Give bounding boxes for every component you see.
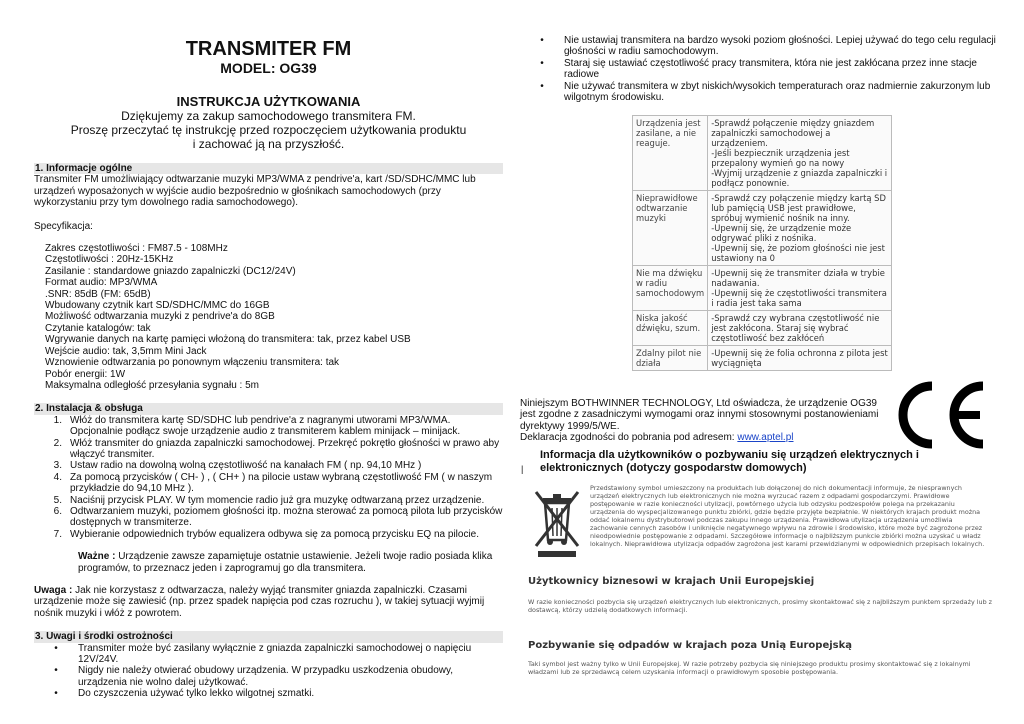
precaution-item	[520, 35, 1000, 58]
left-column	[34, 38, 503, 700]
instructions-heading: INSTRUKCJA UŻYTKOWANIA	[176, 94, 361, 109]
precaution-text: Staraj się ustawiać częstotliwość pracy transmitera, która nie jest zakłócana przez inne stacje radiowe	[564, 57, 977, 81]
precaution-item	[520, 81, 1000, 104]
spec-item: Częstotliwości : 20Hz-15KHz	[45, 254, 174, 266]
weee-outside-heading: Pozbywanie się odpadów w krajach poza Unią Europejską	[528, 640, 853, 651]
spec-item: Wbudowany czytnik kart SD/SDHC/MMC do 16GB	[45, 300, 270, 312]
step-text: Włóż do transmitera kartę SD/SDHC lub pendrive'a z nagranymi utworami MP3/WMA. Opcjonalnie podłącz swoje urządzenie audio z transmiterem kablem minijack – minijack.	[70, 414, 461, 438]
install-step	[34, 506, 503, 529]
weee-business-text: W razie konieczności pozbycia się urządzeń elektrycznych lub elektronicznych, prosimy skontaktować się z najbliższym punktem sprzedaży lub z dostawcą, którzy udzielą dodatkowych informacji.	[528, 598, 993, 614]
step-number: 7.	[53, 528, 62, 540]
bullet-glyph: •	[54, 642, 58, 654]
troubleshooting-row	[633, 116, 892, 191]
problem-cell: Nie ma dźwięku w radiu samochodowym	[633, 266, 708, 311]
precaution-item	[520, 58, 1000, 81]
precaution-text: Do czyszczenia używać tylko lekko wilgotnej szmatki.	[78, 688, 315, 700]
bullet-glyph: •	[54, 688, 58, 700]
install-step	[34, 438, 503, 461]
declaration-download-label: Deklaracja zgodności do pobrania pod adresem:	[520, 432, 738, 444]
weee-section	[528, 484, 998, 720]
weee-outside-text: Taki symbol jest ważny tylko w Unii Europejskej. W razie potrzeby pozbycia się niniejszego produktu prosimy skontaktować się z lokalnymi władzami lub ze sprzedawcą celem uzyskania informacji o prawidłowym sposobie postępowania.	[528, 660, 971, 676]
spec-label: Specyfikacja:	[34, 220, 93, 232]
precaution-text: Nie ustawiaj transmitera na bardzo wysoki poziom głośności. Lepiej używać do tego celu regulacji głośności w radiu samochodowym.	[564, 35, 996, 58]
spec-item: Zakres częstotliwości : FM87.5 - 108MHz	[45, 243, 228, 255]
section-1-heading: 1. Informacje ogólne	[34, 163, 503, 174]
important-text: Urządzenie zawsze zapamiętuje ostatnie ustawienie. Jeżeli twoje radio posiada klika programów, to przeznacz jeden i zaprogramuj go dla transmitera.	[78, 551, 493, 574]
step-number: 4.	[53, 471, 62, 483]
precautions-list-left	[34, 643, 503, 700]
precautions-list-right	[520, 35, 1000, 103]
spec-list	[34, 243, 503, 391]
weee-margin-mark: |	[521, 464, 524, 474]
declaration-line-2: jest zgodne z zasadniczymi wymogami oraz innymi stosownymi postanowieniami dyrektywy 1999/5/WE.	[520, 409, 879, 432]
troubleshooting-row	[633, 266, 892, 311]
install-step	[34, 495, 503, 506]
precaution-item	[34, 643, 503, 666]
step-text: Włóż transmiter do gniazda zapalniczki samochodowej. Przekręć pokrętło głośności w prawo aby włączyć transmiter.	[70, 437, 500, 460]
precaution-item	[34, 665, 503, 688]
install-steps	[34, 415, 503, 540]
step-text: Odtwarzaniem muzyki, poziomem głośności itp. można sterować za pomocą pilota lub przycisków dostępnych w transmiterze.	[70, 505, 503, 529]
ce-mark-icon	[888, 380, 988, 450]
spec-item: Format audio: MP3/WMA	[45, 277, 158, 289]
troubleshooting-table	[632, 115, 892, 371]
step-number: 5.	[53, 494, 62, 506]
spec-item: Zasilanie : standardowe gniazdo zapalniczki (DC12/24V)	[45, 265, 296, 277]
crossed-bin-icon	[528, 484, 586, 560]
solution-cell: -Sprawdź czy połączenie między kartą SD lub pamięcią USB jest prawidłowe, spróbuj wymienić nośnik na inny. -Upewnij się, że urządzenie może odgrywać pliki z nośnika. -Upewnij się, że poziom głośności nie jest ustawiony na 0	[708, 191, 892, 266]
precaution-text: Nigdy nie należy otwierać obudowy urządzenia. W przypadku uszkodzenia obudowy, urządzenia nie wolno dalej użytkować.	[78, 665, 454, 688]
bullet-glyph: •	[540, 57, 544, 69]
problem-cell: Urządzenia jest zasilane, a nie reaguje.	[633, 116, 708, 191]
model-line: MODEL: OG39	[220, 60, 317, 76]
section-3-heading: 3. Uwagi i środki ostrożności	[34, 631, 503, 642]
spec-item: Pobór energii: 1W	[45, 368, 126, 380]
problem-cell: Zdalny pilot nie działa	[633, 346, 708, 371]
problem-cell: Nieprawidłowe odtwarzanie muzyki	[633, 191, 708, 266]
spec-item: Wgrywanie danych na kartę pamięci włożoną do transmitera: tak, przez kabel USB	[45, 334, 411, 346]
install-step	[34, 460, 503, 471]
right-column	[520, 35, 1000, 103]
spec-item: Wejście audio: tak, 3,5mm Mini Jack	[45, 345, 207, 357]
bullet-glyph: •	[540, 80, 544, 92]
weee-title: Informacja dla użytkowników o pozbywaniu się urządzeń elektrycznych i elektronicznych (dotyczy gospodarstw domowych)	[540, 449, 919, 474]
section-1-intro: Transmiter FM umożliwiający odtwarzanie muzyki MP3/WMA z pendrive'a, kart /SD/SDHC/MMC lub urządzeń wyposażonych w wyjście audio bezpośrednio w głośnikach samochodowych (przy wykorzystaniu przy tym dowolnego radia samochodowego).	[34, 174, 476, 209]
warning-label: Uwaga :	[34, 585, 73, 596]
weee-paragraph: Przedstawiony symbol umieszczony na produktach lub dołączonej do nich dokumentacji informuje, że niesprawnych urządzeń elektrycznych lub elektronicznych nie można wyrzucać razem z odpadami gospodarczymi. Prawidłowe postępowanie w razie konieczności utylizacji, powtórnego użycia lub odzysku podzespołów polega na przekazaniu urządzenia do wyspecjalizowanego punktu zbiórki, gdzie będzie przyjęte bezpłatnie. W niektórych krajach produkt można oddać lokalnemu dystrybutorowi podczas zakupu innego urządzenia. Prawidłowa utylizacja urządzenia umożliwia zachowanie cennych zasobów i uniknięcie negatywnego wpływu na zdrowie i środowisko, które może być zagrożone przez nieodpowiednie postępowanie z odpadami. Szczegółowe informacje o najbliższym punkcie zbiórki można uzyskać u władz lokalnych. Nieprawidłowa utylizacja odpadów zagrożona jest karami przewidzianymi w odpowiednich przepisach lokalnych.	[590, 484, 985, 548]
problem-cell: Niska jakość dźwięku, szum.	[633, 311, 708, 346]
spec-item: Maksymalna odległość przesyłania sygnału : 5m	[45, 379, 259, 391]
read-line-2: i zachować ją na przyszłość.	[192, 137, 345, 151]
step-text: Ustaw radio na dowolną wolną częstotliwość na kanałach FM ( np. 94,10 MHz )	[70, 460, 422, 472]
declaration-of-conformity	[520, 398, 890, 444]
step-text: Naciśnij przycisk PLAY. W tym momencie radio już gra muzykę odtwarzaną przez urządzenie.	[70, 494, 485, 506]
read-line-1: Proszę przeczytać tę instrukcję przed rozpoczęciem użytkowania produktu	[70, 123, 467, 137]
weee-business-heading: Użytkownicy biznesowi w krajach Unii Europejskiej	[528, 576, 815, 587]
solution-cell: -Sprawdź czy wybrana częstotliwość nie jest zakłócona. Staraj się wybrać częstotliwość bez zakłóceń	[708, 311, 892, 346]
important-label: Ważne :	[78, 551, 116, 563]
step-number: 1.	[53, 414, 62, 426]
declaration-line-1: Niniejszym BOTHWINNER TECHNOLOGY, Ltd oświadcza, że urządzenie OG39	[520, 398, 877, 409]
spec-item: Możliwość odtwarzania muzyki z pendrive'a do 8GB	[45, 311, 275, 323]
important-note	[34, 551, 503, 574]
solution-cell: -Sprawdź połączenie między gniazdem zapalniczki samochodowej a urządzeniem. -Jeśli bezpiecznik urządzenia jest przepalony wymień go na nowy -Wyjmij urządzenie z gniazda zapalniczki i podłącz ponownie.	[708, 116, 892, 191]
solution-cell: -Upewnij się że transmiter działa w trybie nadawania. -Upewnij się że częstotliwości transmitera i radia jest taka sama	[708, 266, 892, 311]
step-text: Za pomocą przycisków ( CH- ) , ( CH+ ) na pilocie ustaw wybraną częstotliwość FM ( w naszym przykładzie do 94,10 MHz ).	[70, 471, 493, 495]
install-step	[34, 415, 503, 438]
step-number: 6.	[53, 505, 62, 517]
step-number: 2.	[53, 437, 62, 449]
spec-item: .SNR: 85dB (FM: 65dB)	[45, 288, 151, 300]
bullet-glyph: •	[54, 665, 58, 677]
troubleshooting-row	[633, 191, 892, 266]
declaration-url-link[interactable]: www.aptel.pl	[737, 432, 794, 444]
step-text: Wybieranie odpowiednich trybów equalizera odbywa się za pomocą przycisku EQ na pilocie.	[70, 528, 480, 540]
install-step	[34, 472, 503, 495]
declaration-line-3	[520, 432, 890, 443]
warning-text: Jak nie korzystasz z odtwarzacza, należy wyjąć transmiter gniazda zapalniczki. Czasami urządzenie może się zawiesić (np. przez spadek napięcia pod czas rozruchu ), w takiej sytuacji wyjmij nośnik muzyki i włóż z powrotem.	[34, 585, 485, 619]
precaution-text: Nie używać transmitera w zbyt niskich/wysokich temperaturach oraz nadmiernie zakurzonym lub wilgotnym środowisku.	[564, 80, 991, 104]
precaution-text: Transmiter może być zasilany wyłącznie z gniazda zapalniczki samochodowej o napięciu 12V/24V.	[78, 642, 472, 666]
section-2-heading: 2. Instalacja & obsługa	[34, 403, 503, 414]
install-step	[34, 529, 503, 540]
step-number: 3.	[53, 460, 62, 472]
document-title: TRANSMITER FM	[185, 38, 352, 60]
bullet-glyph: •	[540, 35, 544, 46]
spec-item: Wznowienie odtwarzania po ponownym włączeniu transmitera: tak	[45, 357, 340, 369]
precaution-item	[34, 688, 503, 699]
thanks-line: Dziękujemy za zakup samochodowego transmitera FM.	[121, 109, 416, 123]
solution-cell: -Upewnij się że folia ochronna z pilota jest wyciągnięta	[708, 346, 892, 371]
troubleshooting-row	[633, 311, 892, 346]
warning-note	[34, 585, 503, 619]
troubleshooting-row	[633, 346, 892, 371]
spec-item: Czytanie katalogów: tak	[45, 322, 151, 334]
